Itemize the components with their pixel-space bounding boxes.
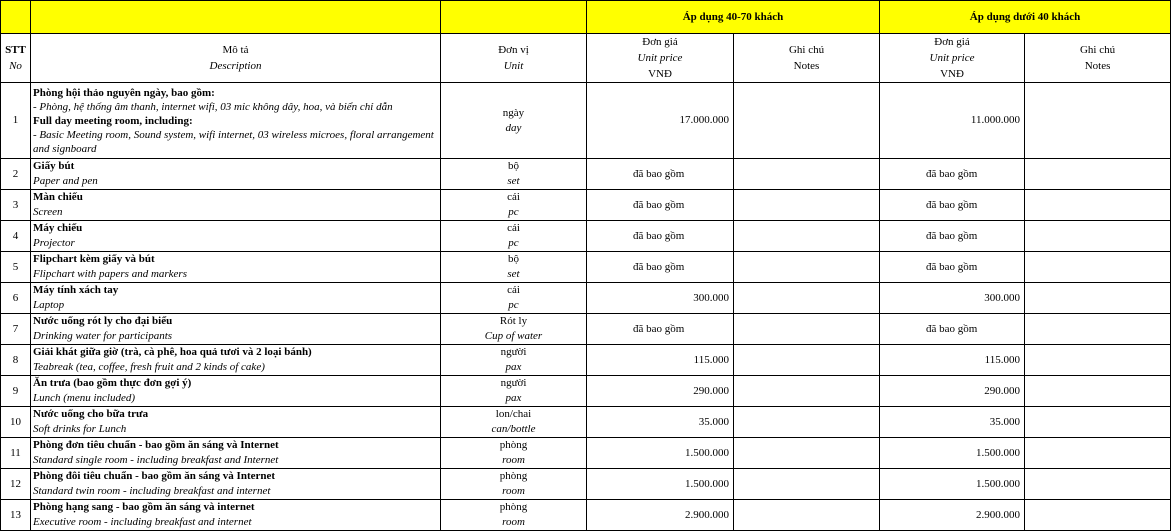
row-notes-1: [734, 314, 880, 345]
row-description: Màn chiếu Screen: [31, 190, 441, 221]
col-no: STT No: [1, 34, 31, 83]
row-price-1: đã bao gồm: [587, 159, 734, 190]
row-no: 2: [1, 159, 31, 190]
group-header-under-40: Áp dụng dưới 40 khách: [880, 1, 1171, 34]
row-price-2: 115.000: [880, 345, 1025, 376]
row-unit: cái pc: [441, 283, 587, 314]
table-row: [1, 345, 1171, 376]
row-price-1: 1.500.000: [587, 438, 734, 469]
row-price-1: đã bao gồm: [587, 314, 734, 345]
table-row: [1, 500, 1171, 531]
row-notes-2: [1025, 469, 1171, 500]
row-unit: phòng room: [441, 438, 587, 469]
row-price-1: 290.000: [587, 376, 734, 407]
row-notes-1: [734, 83, 880, 159]
row-price-2: đã bao gồm: [880, 190, 1025, 221]
table-row: [1, 407, 1171, 438]
row-price-1: đã bao gồm: [587, 252, 734, 283]
row-price-1: 2.900.000: [587, 500, 734, 531]
row-description: Nước uống cho bữa trưa Soft drinks for Lunch: [31, 407, 441, 438]
row-notes-1: [734, 376, 880, 407]
row-notes-2: [1025, 438, 1171, 469]
row-no: 13: [1, 500, 31, 531]
row-price-1: 1.500.000: [587, 469, 734, 500]
row-description: Phòng đôi tiêu chuẩn - bao gồm ăn sáng và Internet Standard twin room - including breakfast and internet: [31, 469, 441, 500]
row-price-1: đã bao gồm: [587, 221, 734, 252]
row-notes-1: [734, 252, 880, 283]
row-notes-1: [734, 407, 880, 438]
row-notes-2: [1025, 221, 1171, 252]
row-unit: Rót ly Cup of water: [441, 314, 587, 345]
row-unit: bộ set: [441, 159, 587, 190]
row-price-1: 17.000.000: [587, 83, 734, 159]
row-unit: phòng room: [441, 500, 587, 531]
row-notes-1: [734, 159, 880, 190]
row-price-1: 35.000: [587, 407, 734, 438]
col-notes-2: Ghi chú Notes: [1025, 34, 1171, 83]
table-row: [1, 283, 1171, 314]
table-row: [1, 83, 1171, 159]
column-header-row: [1, 34, 1171, 83]
row-price-2: đã bao gồm: [880, 252, 1025, 283]
row-unit: cái pc: [441, 221, 587, 252]
row-notes-1: [734, 221, 880, 252]
row-notes-2: [1025, 407, 1171, 438]
row-price-2: đã bao gồm: [880, 221, 1025, 252]
row-price-2: 300.000: [880, 283, 1025, 314]
table-row: [1, 221, 1171, 252]
row-description: Ăn trưa (bao gồm thực đơn gợi ý) Lunch (menu included): [31, 376, 441, 407]
row-notes-1: [734, 190, 880, 221]
row-price-2: 35.000: [880, 407, 1025, 438]
row-price-2: đã bao gồm: [880, 159, 1025, 190]
row-notes-2: [1025, 500, 1171, 531]
row-unit: ngày day: [441, 83, 587, 159]
row-no: 7: [1, 314, 31, 345]
row-unit: phòng room: [441, 469, 587, 500]
row-description: Giải khát giữa giờ (trà, cà phê, hoa quả tươi và 2 loại bánh) Teabreak (tea, coffee, fresh fruit and 2 kinds of cake): [31, 345, 441, 376]
row-unit: lon/chai can/bottle: [441, 407, 587, 438]
table-row: [1, 469, 1171, 500]
row-price-2: 1.500.000: [880, 469, 1025, 500]
row-notes-2: [1025, 345, 1171, 376]
row-price-1: 115.000: [587, 345, 734, 376]
row-price-2: 11.000.000: [880, 83, 1025, 159]
row-notes-1: [734, 345, 880, 376]
table-row: [1, 314, 1171, 345]
table-row: [1, 376, 1171, 407]
row-notes-1: [734, 438, 880, 469]
row-unit: người pax: [441, 376, 587, 407]
row-price-2: 2.900.000: [880, 500, 1025, 531]
row-notes-2: [1025, 83, 1171, 159]
row-notes-1: [734, 500, 880, 531]
row-no: 1: [1, 83, 31, 159]
row-no: 4: [1, 221, 31, 252]
row-notes-2: [1025, 252, 1171, 283]
table-row: [1, 190, 1171, 221]
row-notes-2: [1025, 159, 1171, 190]
col-notes-1: Ghi chú Notes: [734, 34, 880, 83]
row-no: 5: [1, 252, 31, 283]
row-price-2: 1.500.000: [880, 438, 1025, 469]
row-unit: cái pc: [441, 190, 587, 221]
row-no: 12: [1, 469, 31, 500]
row-no: 6: [1, 283, 31, 314]
row-price-2: đã bao gồm: [880, 314, 1025, 345]
row-description: Phòng hạng sang - bao gồm ăn sáng và internet Executive room - including breakfast and internet: [31, 500, 441, 531]
col-unit-price-2: Đơn giá Unit price VNĐ: [880, 34, 1025, 83]
group-header-40-70: Áp dụng 40-70 khách: [587, 1, 880, 34]
row-description: Phòng hội thảo nguyên ngày, bao gồm: - Phòng, hệ thống âm thanh, internet wifi, 03 mic không dây, hoa, và biển chỉ dẫn Full day meeting room, including: - Basic Meeting room, Sound system, wifi internet, 03 wireless microes, floral arrangement and signboard: [31, 83, 441, 159]
col-description: Mô tả Description: [31, 34, 441, 83]
row-no: 10: [1, 407, 31, 438]
table-row: [1, 438, 1171, 469]
row-notes-1: [734, 283, 880, 314]
row-price-1: đã bao gồm: [587, 190, 734, 221]
row-notes-2: [1025, 376, 1171, 407]
row-no: 9: [1, 376, 31, 407]
group-header-row: [1, 1, 1171, 34]
row-price-2: 290.000: [880, 376, 1025, 407]
row-description: Flipchart kèm giấy và bút Flipchart with papers and markers: [31, 252, 441, 283]
row-description: Nước uống rót ly cho đại biểu Drinking water for participants: [31, 314, 441, 345]
row-notes-2: [1025, 314, 1171, 345]
table-row: [1, 252, 1171, 283]
row-notes-2: [1025, 283, 1171, 314]
col-unit-price-1: Đơn giá Unit price VNĐ: [587, 34, 734, 83]
row-no: 11: [1, 438, 31, 469]
row-notes-1: [734, 469, 880, 500]
row-no: 8: [1, 345, 31, 376]
col-unit: Đơn vị Unit: [441, 34, 587, 83]
row-description: Phòng đơn tiêu chuẩn - bao gồm ăn sáng và Internet Standard single room - including breakfast and Internet: [31, 438, 441, 469]
table-row: [1, 159, 1171, 190]
row-price-1: 300.000: [587, 283, 734, 314]
row-description: Máy chiếu Projector: [31, 221, 441, 252]
row-description: Giấy bút Paper and pen: [31, 159, 441, 190]
row-notes-2: [1025, 190, 1171, 221]
row-description: Máy tính xách tay Laptop: [31, 283, 441, 314]
row-no: 3: [1, 190, 31, 221]
row-unit: người pax: [441, 345, 587, 376]
row-unit: bộ set: [441, 252, 587, 283]
